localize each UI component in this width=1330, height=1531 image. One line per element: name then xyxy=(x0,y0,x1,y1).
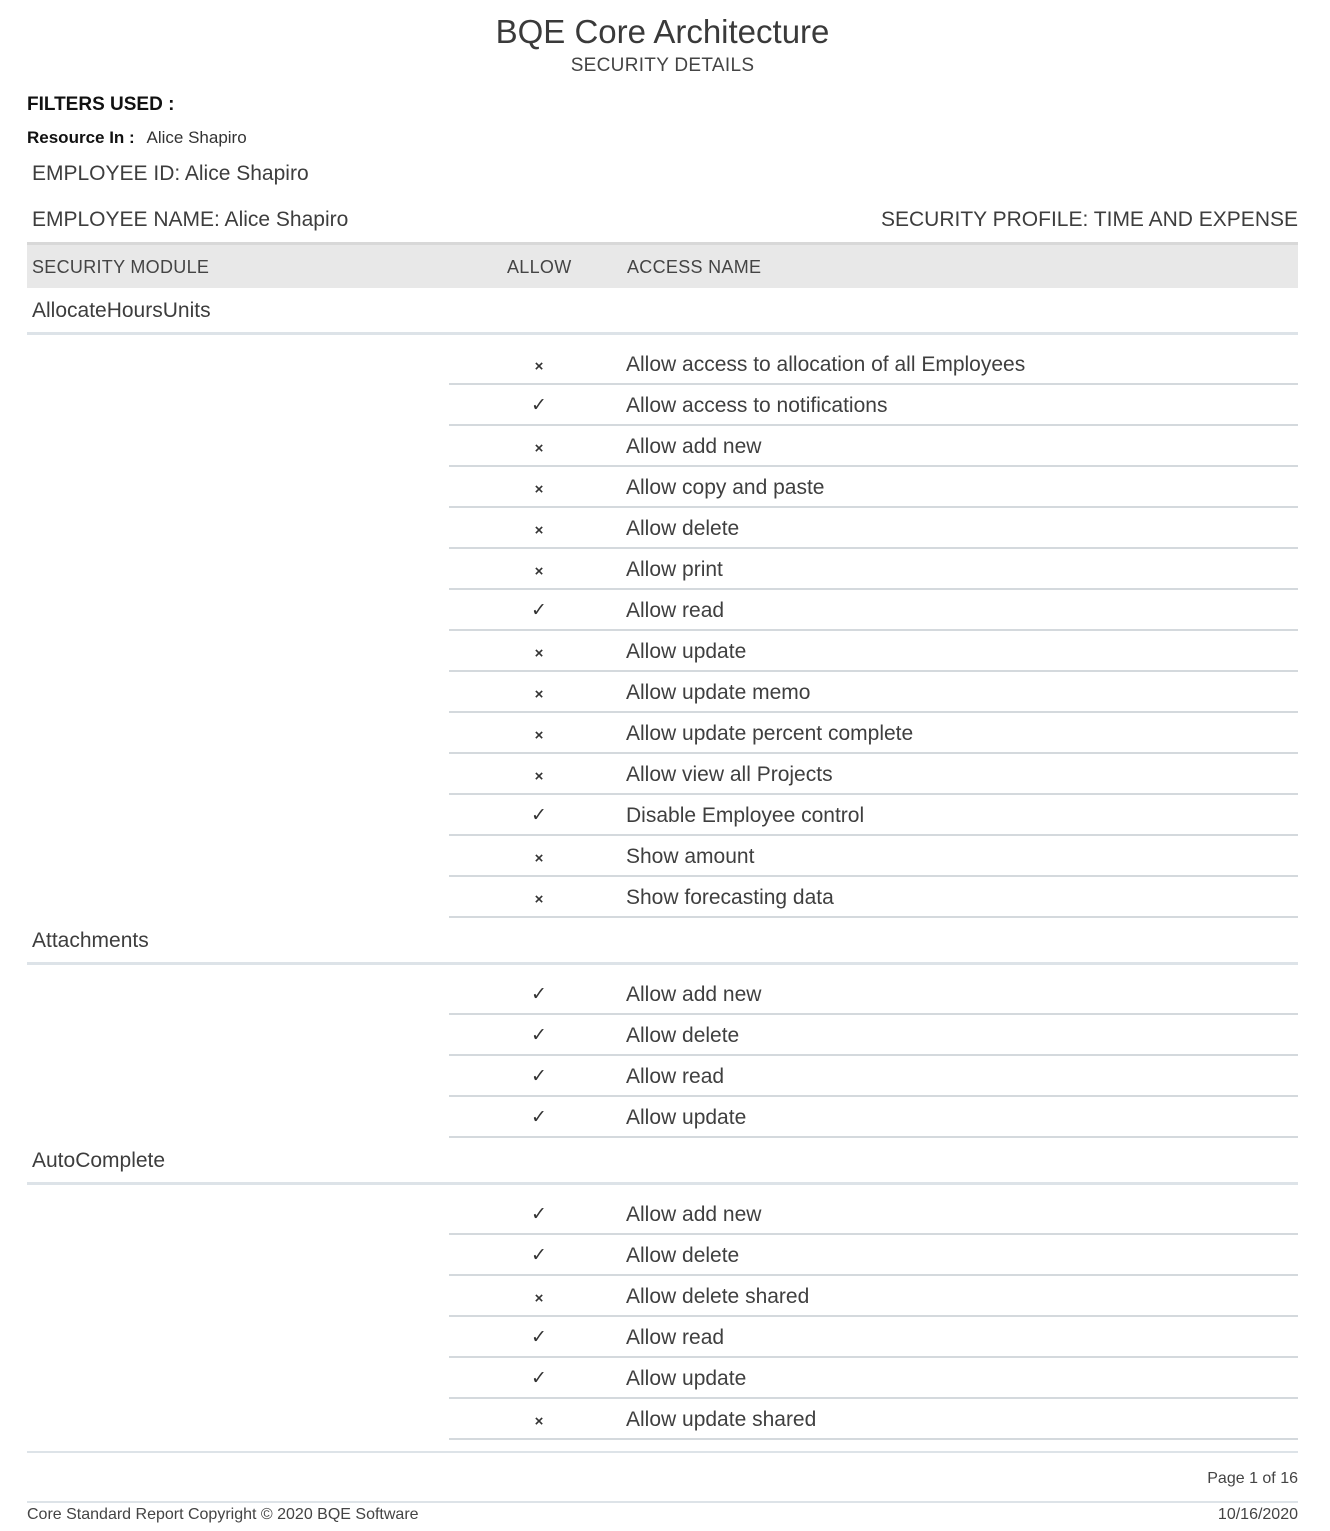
access-row xyxy=(449,877,1298,918)
cross-icon: × xyxy=(534,1413,544,1430)
check-icon: ✓ xyxy=(531,1107,547,1128)
footer-divider xyxy=(27,1451,1298,1453)
access-row xyxy=(449,1097,1298,1138)
access-name: Allow update percent complete xyxy=(626,722,914,745)
access-row xyxy=(449,1317,1298,1358)
cross-icon: × xyxy=(534,1290,544,1307)
employee-id: EMPLOYEE ID: Alice Shapiro xyxy=(32,162,309,185)
access-name: Allow add new xyxy=(626,435,762,458)
access-row xyxy=(449,795,1298,836)
access-row xyxy=(449,1358,1298,1399)
check-icon: ✓ xyxy=(531,395,547,416)
copyright-text: Core Standard Report Copyright © 2020 BQE Software xyxy=(27,1506,419,1523)
access-name: Allow access to allocation of all Employees xyxy=(626,353,1026,376)
cross-icon: × xyxy=(534,645,544,662)
access-row xyxy=(449,672,1298,713)
employee-name: EMPLOYEE NAME: Alice Shapiro xyxy=(32,208,349,231)
access-row xyxy=(449,713,1298,754)
access-name: Show forecasting data xyxy=(626,886,834,909)
access-row xyxy=(449,385,1298,426)
access-name: Allow copy and paste xyxy=(626,476,825,499)
filters-heading: FILTERS USED : xyxy=(27,94,175,115)
cross-icon: × xyxy=(534,522,544,539)
access-row xyxy=(449,467,1298,508)
cross-icon: × xyxy=(534,727,544,744)
access-name: Allow read xyxy=(626,1065,725,1088)
access-name: Allow update memo xyxy=(626,681,811,704)
module-name: AllocateHoursUnits xyxy=(32,299,211,322)
access-name: Allow view all Projects xyxy=(626,763,833,786)
access-row xyxy=(449,836,1298,877)
access-name: Allow read xyxy=(626,599,725,622)
access-row xyxy=(449,549,1298,590)
check-icon: ✓ xyxy=(531,1327,547,1348)
check-icon: ✓ xyxy=(531,600,547,621)
module-row xyxy=(27,1138,1298,1185)
check-icon: ✓ xyxy=(531,1025,547,1046)
check-icon: ✓ xyxy=(531,1368,547,1389)
module-spacer xyxy=(27,1185,1298,1194)
check-icon: ✓ xyxy=(531,1066,547,1087)
access-row xyxy=(449,1194,1298,1235)
page-number: Page 1 of 16 xyxy=(1207,1470,1298,1487)
security-table-body xyxy=(27,288,1298,1440)
cross-icon: × xyxy=(534,563,544,580)
security-profile: SECURITY PROFILE: TIME AND EXPENSE xyxy=(881,208,1298,231)
table-header xyxy=(27,242,1298,288)
access-name: Allow add new xyxy=(626,983,762,1006)
access-name: Allow delete xyxy=(626,1024,740,1047)
access-row xyxy=(449,1015,1298,1056)
access-row xyxy=(449,508,1298,549)
cross-icon: × xyxy=(534,440,544,457)
footer-divider-bottom xyxy=(27,1501,1298,1503)
cross-icon: × xyxy=(534,481,544,498)
report-subtitle: SECURITY DETAILS xyxy=(570,55,755,76)
cross-icon: × xyxy=(534,358,544,375)
access-name: Allow read xyxy=(626,1326,725,1349)
access-row xyxy=(449,1276,1298,1317)
check-icon: ✓ xyxy=(531,1204,547,1225)
check-icon: ✓ xyxy=(531,805,547,826)
access-row xyxy=(449,754,1298,795)
report-title: BQE Core Architecture xyxy=(495,13,830,50)
cross-icon: × xyxy=(534,768,544,785)
column-header-security-module: SECURITY MODULE xyxy=(32,257,210,277)
access-row xyxy=(449,1056,1298,1097)
access-row xyxy=(449,1399,1298,1440)
access-name: Disable Employee control xyxy=(626,804,865,827)
access-name: Allow update xyxy=(626,1367,747,1390)
report-date: 10/16/2020 xyxy=(1217,1506,1298,1523)
module-row xyxy=(27,288,1298,335)
module-name: Attachments xyxy=(32,929,149,952)
employee-info-row xyxy=(27,207,1298,233)
cross-icon: × xyxy=(534,850,544,867)
access-row xyxy=(449,1235,1298,1276)
column-header-allow: ALLOW xyxy=(507,257,572,277)
access-row xyxy=(449,344,1298,385)
column-header-access-name: ACCESS NAME xyxy=(627,257,762,277)
access-name: Allow update xyxy=(626,640,747,663)
access-name: Allow access to notifications xyxy=(626,394,888,417)
access-name: Allow update shared xyxy=(626,1408,817,1431)
access-name: Allow delete xyxy=(626,1244,740,1267)
access-row xyxy=(449,426,1298,467)
check-icon: ✓ xyxy=(531,1245,547,1266)
access-name: Allow update xyxy=(626,1106,747,1129)
module-row xyxy=(27,918,1298,965)
module-spacer xyxy=(27,335,1298,344)
access-name: Allow delete shared xyxy=(626,1285,810,1308)
module-name: AutoComplete xyxy=(32,1149,166,1172)
access-name: Allow delete xyxy=(626,517,740,540)
module-spacer xyxy=(27,965,1298,974)
access-name: Show amount xyxy=(626,845,755,868)
access-name: Allow print xyxy=(626,558,723,581)
check-icon: ✓ xyxy=(531,984,547,1005)
report-page xyxy=(27,0,1298,1440)
filter-resource-value: Alice Shapiro xyxy=(146,128,247,147)
filter-resource-label: Resource In : xyxy=(27,128,135,147)
access-row xyxy=(449,590,1298,631)
access-row xyxy=(449,974,1298,1015)
access-row xyxy=(449,631,1298,672)
filter-resource xyxy=(27,127,1298,149)
access-name: Allow add new xyxy=(626,1203,762,1226)
cross-icon: × xyxy=(534,891,544,908)
cross-icon: × xyxy=(534,686,544,703)
